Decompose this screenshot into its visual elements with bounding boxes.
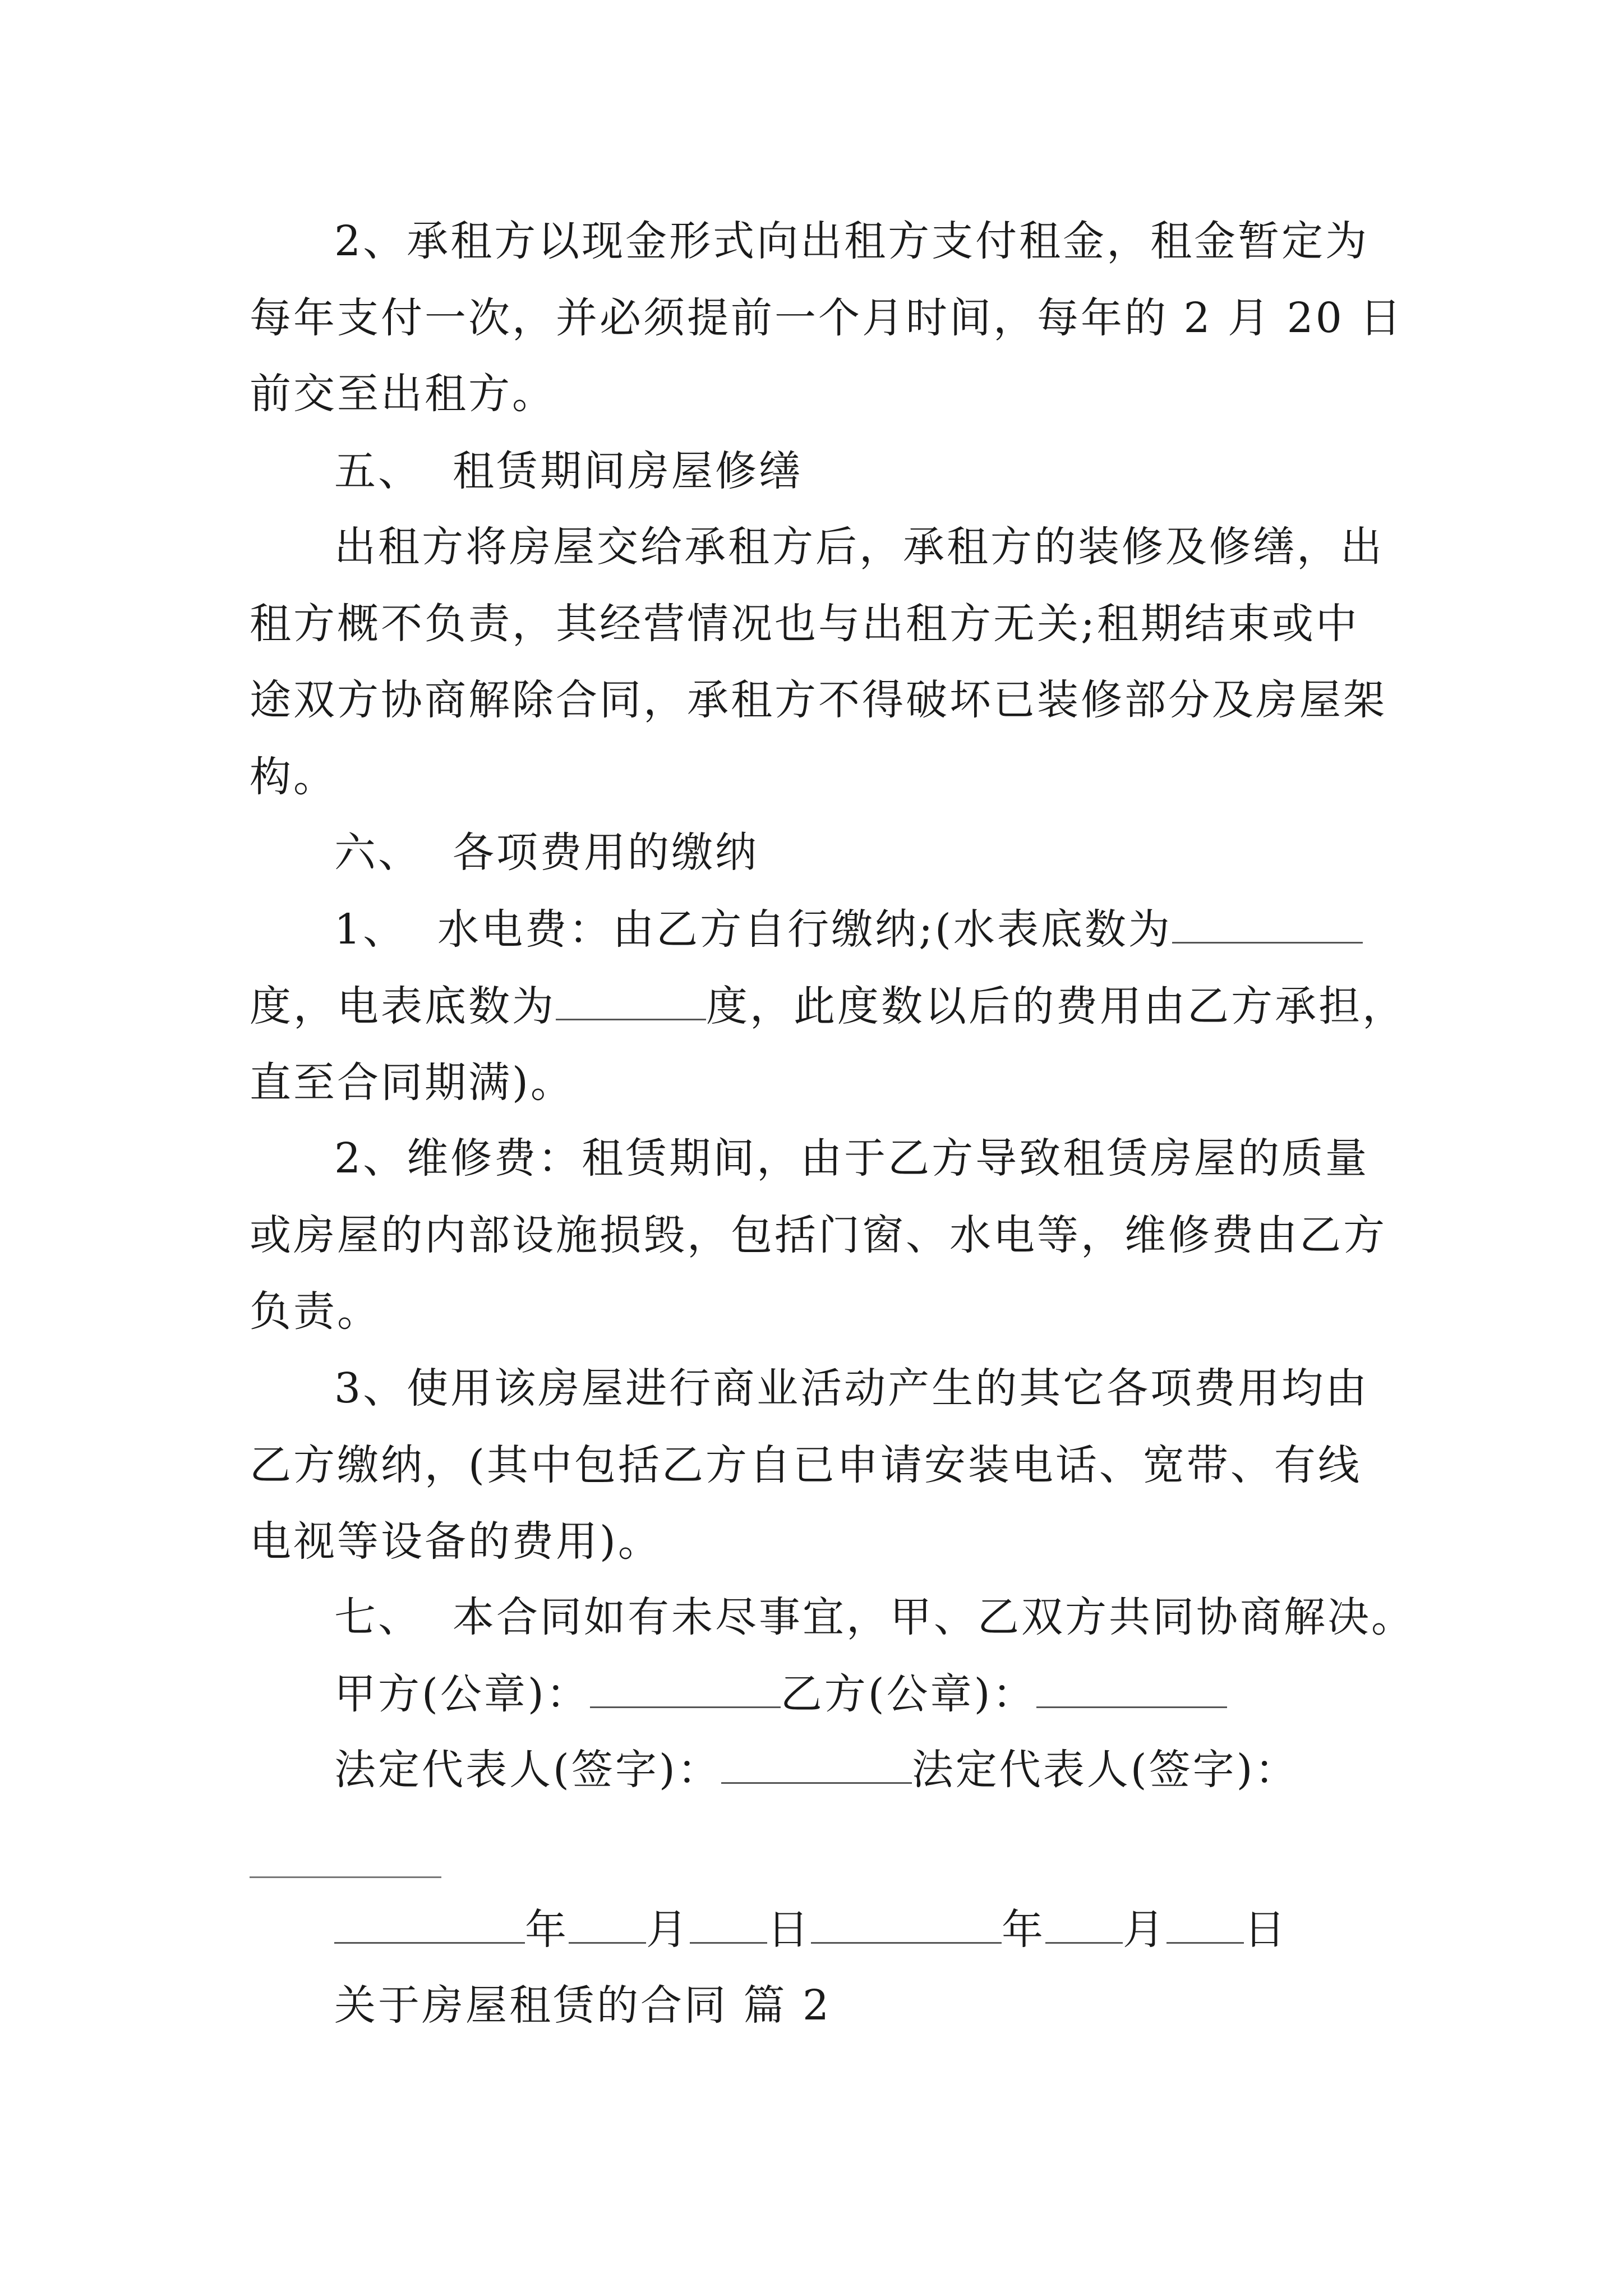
party-a-day-blank[interactable] bbox=[690, 1903, 767, 1944]
party-a-rep-blank[interactable] bbox=[721, 1743, 912, 1784]
seal-line bbox=[334, 1666, 1227, 1722]
paragraph-line: 负责。 bbox=[250, 1287, 381, 1336]
party-b-day-blank[interactable] bbox=[1166, 1903, 1244, 1944]
paragraph-line: 或房屋的内部设施损毁，包括门窗、水电等，维修费由乙方 bbox=[250, 1211, 1387, 1259]
party-b-rep-blank[interactable] bbox=[250, 1876, 441, 1878]
line-text: 度，此度数以后的费用由乙方承担， bbox=[706, 982, 1406, 1030]
paragraph-line: 2、维修费：租赁期间，由于乙方导致租赁房屋的质量 bbox=[334, 1134, 1370, 1182]
section-heading: 五、 租赁期间房屋修缮 bbox=[334, 447, 803, 495]
paragraph-line: 途双方协商解除合同，承租方不得破坏已装修部分及房屋架 bbox=[250, 676, 1387, 724]
day-label: 日 bbox=[1244, 1906, 1288, 1954]
paragraph-line: 每年支付一次，并必须提前一个月时间，每年的 2 月 20 日 bbox=[250, 294, 1404, 342]
paragraph-line: 构。 bbox=[250, 753, 337, 801]
paragraph-line: 电视等设备的费用)。 bbox=[250, 1517, 662, 1566]
line-text: 1、 水电费：由乙方自行缴纳;(水表底数为 bbox=[334, 905, 1172, 954]
party-a-month-blank[interactable] bbox=[569, 1903, 646, 1944]
paragraph-line: 前交至出租方。 bbox=[250, 370, 556, 418]
party-a-seal-blank[interactable] bbox=[590, 1667, 781, 1708]
paragraph-line bbox=[250, 978, 1406, 1034]
paragraph-line: 3、使用该房屋进行商业活动产生的其它各项费用均由 bbox=[334, 1364, 1370, 1412]
party-b-year-blank[interactable] bbox=[811, 1903, 1002, 1944]
party-a-year-blank[interactable] bbox=[334, 1903, 525, 1944]
month-label: 月 bbox=[1123, 1906, 1166, 1954]
party-b-seal-label: 乙方(公章)： bbox=[780, 1670, 1036, 1718]
next-section-title: 关于房屋租赁的合同 篇 2 bbox=[334, 1981, 832, 2030]
party-b-month-blank[interactable] bbox=[1045, 1903, 1123, 1944]
party-b-rep-label: 法定代表人(签字)： bbox=[911, 1746, 1299, 1794]
month-label: 月 bbox=[646, 1906, 690, 1954]
paragraph-line bbox=[334, 901, 1363, 958]
line-text: 度，电表底数为 bbox=[250, 982, 556, 1030]
electric-meter-blank[interactable] bbox=[556, 979, 706, 1020]
year-label: 年 bbox=[525, 1906, 569, 1954]
paragraph-line: 租方概不负责，其经营情况也与出租方无关;租期结束或中 bbox=[250, 600, 1359, 648]
water-meter-blank[interactable] bbox=[1172, 903, 1363, 944]
year-label: 年 bbox=[1002, 1906, 1045, 1954]
paragraph-line: 出租方将房屋交给承租方后，承租方的装修及修缮，出 bbox=[334, 523, 1384, 571]
signature-line bbox=[334, 1742, 1299, 1798]
party-a-seal-label: 甲方(公章)： bbox=[334, 1670, 590, 1718]
paragraph-line: 乙方缴纳，(其中包括乙方自已申请安装电话、宽带、有线 bbox=[250, 1441, 1362, 1489]
paragraph-line: 直至合同期满)。 bbox=[250, 1059, 574, 1107]
section-heading: 六、 各项费用的缴纳 bbox=[334, 829, 759, 877]
date-line bbox=[334, 1902, 1288, 1958]
paragraph-line: 2、承租方以现金形式向出租方支付租金，租金暂定为 bbox=[334, 217, 1370, 265]
day-label: 日 bbox=[767, 1906, 811, 1954]
party-b-seal-blank[interactable] bbox=[1036, 1667, 1227, 1708]
section-heading: 七、 本合同如有未尽事宜，甲、乙双方共同协商解决。 bbox=[334, 1593, 1415, 1641]
party-a-rep-label: 法定代表人(签字)： bbox=[334, 1746, 721, 1794]
